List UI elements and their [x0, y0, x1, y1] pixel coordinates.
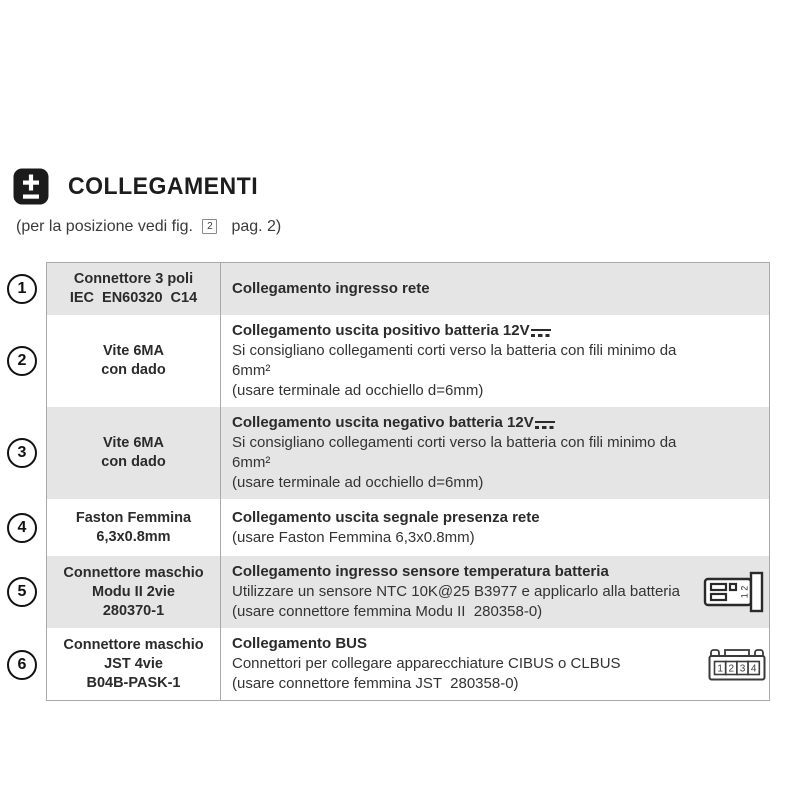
connector-line: IEC EN60320 C14 [69, 290, 198, 306]
description-heading-line [232, 508, 689, 528]
description-line: (usare Faston Femmina 6,3x0.8mm) [232, 528, 475, 546]
jst-pin-number: 4 [750, 663, 757, 675]
connector-cell [46, 556, 221, 628]
description-heading-line [232, 634, 689, 654]
row-number-gutter [0, 628, 46, 701]
fig-reference [16, 218, 281, 236]
row-number-gutter [0, 499, 46, 556]
description-heading: Collegamento BUS [232, 635, 368, 652]
connector-cell [46, 262, 221, 315]
connector-cell [46, 628, 221, 701]
table-row [0, 628, 770, 701]
description-heading-line [232, 413, 689, 433]
description-cell [221, 499, 770, 556]
description-line: (usare terminale ad occhiello d=6mm) [232, 382, 484, 399]
description-line: Si consigliano collegamenti corti verso la batteria con fili minimo da 6mm² [232, 434, 681, 471]
page-title: COLLEGAMENTI [68, 172, 259, 200]
description-line: (usare connettore femmina Modu II 280358-0) [232, 603, 543, 620]
dc-symbol-icon [535, 420, 555, 431]
section-header [13, 168, 266, 205]
table-row [0, 315, 770, 407]
connector-line: Connettore 3 poli [73, 271, 194, 287]
connector-line: JST 4vie [104, 655, 163, 672]
description-line: Si consigliano collegamenti corti verso la batteria con fili minimo da 6mm² [232, 342, 681, 379]
jst-pin-number: 1 [717, 663, 723, 675]
modu-2pin-connector-icon [702, 569, 766, 615]
row-number-badge: 3 [7, 438, 37, 468]
plus-minus-icon [13, 168, 49, 205]
connector-cell [46, 499, 221, 556]
description-cell [221, 315, 770, 407]
description-cell [221, 556, 770, 628]
description-heading: Collegamento uscita segnale presenza rete [232, 508, 540, 526]
connector-line: Vite 6MA [103, 435, 164, 451]
description-line: (usare connettore femmina JST 280358-0) [232, 675, 519, 692]
connector-line: Modu II 2vie [92, 583, 175, 600]
row-number-gutter [0, 556, 46, 628]
description-heading: Collegamento ingresso rete [232, 280, 430, 297]
description-cell [221, 628, 770, 701]
description-cell [221, 407, 770, 499]
row-number-badge: 5 [7, 577, 37, 607]
description-heading-line [232, 321, 689, 341]
row-number-gutter [0, 315, 46, 407]
modu-pin-numbers: 1 2 [739, 585, 750, 599]
connections-table [0, 262, 770, 701]
connector-line: con dado [101, 454, 166, 470]
row-number-badge: 6 [7, 650, 37, 680]
table-row [0, 262, 770, 315]
jst-pin-number: 3 [739, 663, 746, 675]
row-number-gutter [0, 262, 46, 315]
connector-line: Connettore maschio [63, 564, 204, 581]
table-row [0, 407, 770, 499]
connector-line: con dado [101, 362, 166, 378]
connector-line: B04B-PASK-1 [86, 674, 181, 691]
jst-pin-number: 2 [728, 663, 735, 675]
description-heading: Collegamento uscita positivo batteria 12V [232, 322, 530, 339]
connector-line: 280370-1 [102, 602, 165, 619]
connector-line: Faston Femmina [75, 509, 192, 526]
connector-line: 6,3x0.8mm [96, 528, 171, 545]
connector-cell [46, 315, 221, 407]
row-number-gutter [0, 407, 46, 499]
dc-symbol-icon [531, 328, 551, 339]
row-number-badge: 2 [7, 346, 37, 376]
connector-line: Vite 6MA [103, 343, 164, 359]
table-row [0, 499, 770, 556]
table-row [0, 556, 770, 628]
description-line: Utilizzare un sensore NTC 10K@25 B3977 e applicarlo alla batteria [232, 583, 680, 600]
fig-number-box: 2 [202, 219, 217, 234]
description-heading: Collegamento uscita negativo batteria 12V [232, 414, 534, 431]
description-line: Connettori per collegare apparecchiature CIBUS o CLBUS [232, 655, 621, 672]
fig-reference-post: pag. 2) [231, 218, 282, 235]
row-number-badge: 4 [7, 513, 37, 543]
connector-line: Connettore maschio [63, 636, 204, 653]
description-heading-line [232, 562, 689, 582]
description-heading-line [232, 279, 689, 299]
fig-reference-pre: (per la posizione vedi fig. [16, 218, 198, 235]
row-number-badge: 1 [7, 274, 37, 304]
description-cell [221, 262, 770, 315]
description-heading: Collegamento ingresso sensore temperatura batteria [232, 563, 609, 580]
description-line: (usare terminale ad occhiello d=6mm) [232, 474, 484, 491]
jst-4pin-connector-icon [708, 647, 766, 681]
connector-cell [46, 407, 221, 499]
